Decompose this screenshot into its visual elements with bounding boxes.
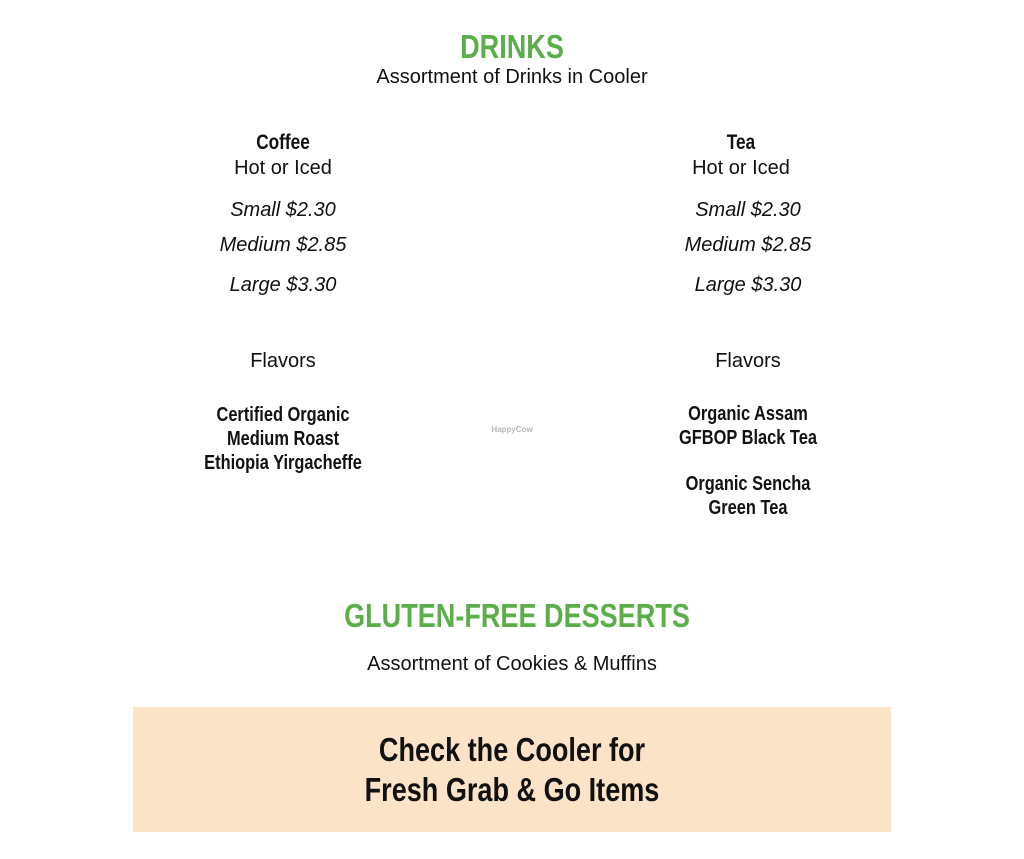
drinks-subtitle: Assortment of Drinks in Cooler	[376, 66, 648, 88]
tea-flavors-label: Flavors	[715, 350, 781, 372]
tea-flavor-assam	[664, 402, 832, 450]
coffee-flavor-line: Ethiopia Yirgacheffe	[204, 452, 362, 474]
happycow-watermark: HappyCow	[491, 425, 533, 434]
coffee-flavors-label: Flavors	[250, 350, 316, 372]
desserts-subtitle: Assortment of Cookies & Muffins	[367, 653, 657, 675]
tea-medium-price: Medium $2.85	[684, 234, 812, 256]
tea-large-price: Large $3.30	[694, 274, 802, 296]
tea-heading: Tea	[726, 131, 756, 154]
coffee-large-price: Large $3.30	[229, 274, 337, 296]
tea-flavor-line: GFBOP Black Tea	[679, 427, 817, 449]
banner-line-2: Fresh Grab & Go Items	[364, 771, 660, 808]
drinks-title: DRINKS	[460, 28, 564, 65]
coffee-small-price: Small $2.30	[230, 199, 336, 221]
tea-flavor-sencha	[672, 472, 824, 520]
tea-flavor-line: Green Tea	[708, 497, 788, 519]
coffee-flavor	[187, 403, 379, 475]
desserts-title: GLUTEN-FREE DESSERTS	[344, 597, 690, 634]
coffee-medium-price: Medium $2.85	[219, 234, 347, 256]
tea-flavor-line: Organic Assam	[688, 403, 808, 425]
banner-line-1: Check the Cooler for	[378, 731, 646, 768]
banner-text	[332, 730, 691, 810]
tea-small-price: Small $2.30	[695, 199, 801, 221]
tea-flavor-line: Organic Sencha	[685, 473, 811, 495]
coffee-flavor-line: Medium Roast	[226, 428, 340, 450]
coffee-flavor-line: Certified Organic	[216, 404, 350, 426]
coffee-heading: Coffee	[256, 131, 310, 154]
tea-style: Hot or Iced	[692, 157, 790, 179]
coffee-style: Hot or Iced	[234, 157, 332, 179]
